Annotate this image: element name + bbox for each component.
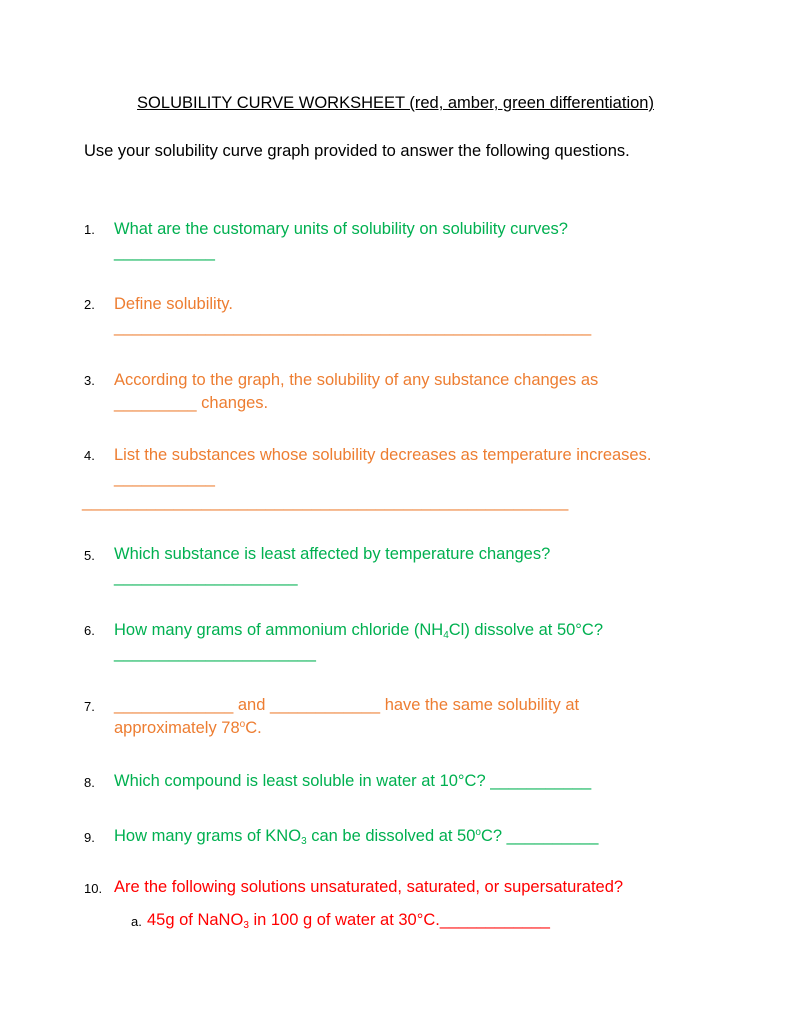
question-number: 1. [84, 222, 95, 237]
answer-blank: ____________________ [114, 568, 298, 586]
question-text-part: 45g of NaNO [147, 911, 244, 929]
answer-blank: ______________________ [114, 644, 316, 662]
question-4 [114, 444, 651, 490]
question-number: 6. [84, 623, 95, 638]
question-6 [114, 619, 603, 665]
worksheet-title: SOLUBILITY CURVE WORKSHEET (red, amber, green differentiation) [137, 94, 654, 112]
subscript: 3 [301, 836, 307, 847]
question-number: 8. [84, 775, 95, 790]
question-2 [114, 293, 591, 339]
question-text-part: Cl) dissolve at 50°C? [448, 621, 603, 639]
question-text: Which compound is least soluble in water at 10°C? ___________ [114, 772, 592, 790]
question-text [114, 619, 603, 642]
subquestion-a [147, 909, 550, 932]
question-number: 2. [84, 297, 95, 312]
question-3 [114, 369, 598, 415]
question-text: Which substance is least affected by temperature changes? [114, 545, 551, 563]
question-8 [114, 770, 591, 793]
question-number: 10. [84, 881, 103, 896]
question-text-part: can be dissolved at 50 [306, 827, 476, 845]
superscript: o [239, 719, 246, 730]
question-text-part: How many grams of ammonium chloride (NH [114, 621, 444, 639]
question-text: List the substances whose solubility decreases as temperature increases. [114, 446, 652, 464]
question-text: What are the customary units of solubility on solubility curves? [114, 220, 568, 238]
question-text: According to the graph, the solubility of any substance changes as [114, 371, 599, 389]
question-number: 3. [84, 373, 95, 388]
question-text [114, 825, 598, 848]
question-text-line2: _________ changes. [114, 394, 269, 412]
subscript: 3 [243, 920, 249, 931]
question-number: 9. [84, 830, 95, 845]
question-text: _____________ and ____________ have the same solubility at [114, 696, 580, 714]
question-text-part: C? __________ [480, 827, 599, 845]
question-10 [114, 876, 623, 899]
question-text: Define solubility. [114, 295, 233, 313]
subquestion-letter: a. [131, 914, 142, 929]
answer-blank: ___________ [114, 243, 215, 261]
question-number: 4. [84, 448, 95, 463]
question-1 [114, 218, 568, 264]
question-text-part: C. [245, 719, 262, 737]
question-text-part: How many grams of KNO [114, 827, 302, 845]
answer-blank-long: _____________________________________________________ [82, 493, 569, 511]
question-text-line2 [114, 717, 579, 740]
question-number: 7. [84, 699, 95, 714]
subscript: 4 [443, 630, 449, 641]
superscript: o [475, 827, 481, 838]
answer-blank: ____________________________________________________ [114, 318, 592, 336]
question-text: Are the following solutions unsaturated, saturated, or supersaturated? [114, 878, 624, 896]
question-5 [114, 543, 550, 589]
question-number: 5. [84, 548, 95, 563]
question-7 [114, 694, 579, 740]
question-9 [114, 825, 598, 848]
question-text-part: in 100 g of water at 30°C.____________ [248, 911, 550, 929]
intro-text: Use your solubility curve graph provided to answer the following questions. [84, 142, 630, 160]
answer-blank: ___________ [114, 469, 215, 487]
question-text-part: approximately 78 [114, 719, 240, 737]
